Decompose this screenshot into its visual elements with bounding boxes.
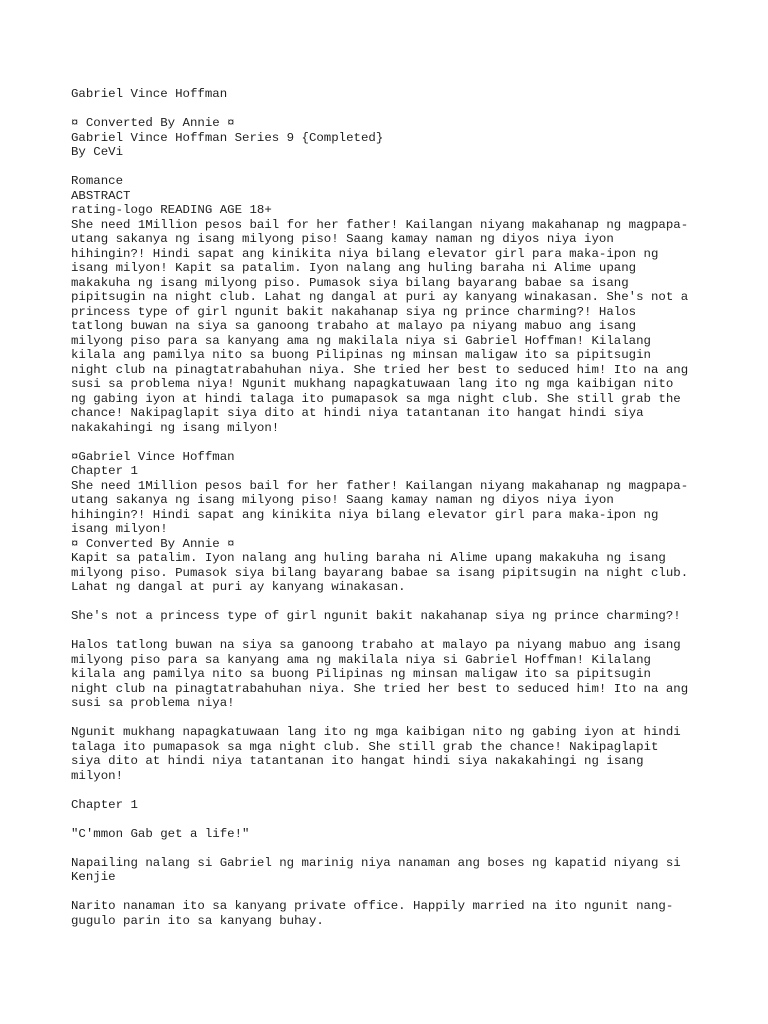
text-line: night club na pinagtatrabahuhan niya. She tried her best to seduced him! Ito na ang — [71, 362, 689, 377]
text-line: isang milyon! — [71, 522, 168, 536]
text-line: ¤ Converted By Annie ¤ — [71, 116, 235, 130]
text-line: milyong piso para sa kanyang ama ng makilala niya si Gabriel Hoffman! Kilalang — [71, 333, 651, 348]
text-line: Gabriel Vince Hoffman Series 9 {Completed} — [71, 130, 384, 145]
text-line: pipitsugin na night club. Lahat ng dangal at puri ay kanyang winakasan. She's not a — [71, 290, 689, 304]
text-line: milyong piso para sa kanyang ama ng makilala niya si Gabriel Hoffman! Kilalang — [71, 652, 651, 667]
text-line: susi sa problema niya! — [71, 696, 235, 710]
text-line: night club na pinagtatrabahuhan niya. She tried her best to seduced him! Ito na ang — [71, 681, 689, 696]
text-line: siya dito at hindi niya tatantanan ito hangat hindi siya nakakahingi ng isang — [71, 754, 644, 768]
text-line: Chapter 1 — [71, 464, 138, 478]
text-line: hihingin?! Hindi sapat ang kinikita niya bilang elevator girl para maka-ipon ng — [71, 507, 659, 522]
text-line: She's not a princess type of girl ngunit bakit nakahanap siya ng prince charming?! — [71, 609, 681, 623]
text-line: isang milyon! Kapit sa patalim. Iyon nalang ang huling baraha ni Alime upang — [71, 261, 637, 275]
text-line: kilala ang pamilya nito sa buong Pilipinas ng minsan maligaw ito sa pipitsugin — [71, 348, 651, 362]
text-line: Lahat ng dangal at puri ay kanyang winakasan. — [71, 580, 406, 594]
text-line: Halos tatlong buwan na siya sa ganoong trabaho at malayo pa niyang mabuo ang isang — [71, 638, 681, 652]
text-line: By CeVi — [71, 145, 124, 159]
text-line: talaga ito pumapasok sa mga night club. She still grab the chance! Nakipaglapit — [71, 739, 659, 754]
text-line: nakakahingi ng isang milyon! — [71, 420, 280, 435]
text-line: She need 1Million pesos bail for her father! Kailangan niyang makahanap ng magpapa- — [71, 478, 689, 493]
text-line: ¤ Converted By Annie ¤ — [71, 536, 235, 551]
text-line: utang sakanya ng isang milyong piso! Saang kamay naman ng diyos niya iyon — [71, 493, 614, 507]
text-line: ¤Gabriel Vince Hoffman — [71, 449, 235, 464]
text-line: Ngunit mukhang napagkatuwaan lang ito ng mga kaibigan nito ng gabing iyon at hindi — [71, 725, 681, 739]
text-line: Romance — [71, 174, 124, 188]
text-line: ABSTRACT — [71, 188, 131, 203]
text-line: chance! Nakipaglapit siya dito at hindi niya tatantanan ito hangat hindi siya — [71, 406, 644, 420]
text-line: susi sa problema niya! Ngunit mukhang napagkatuwaan lang ito ng mga kaibigan nito — [71, 377, 674, 391]
text-line: Kapit sa patalim. Iyon nalang ang huling baraha ni Alime upang makakuha ng isang — [71, 551, 666, 565]
text-line: gugulo parin ito sa kanyang buhay. — [71, 913, 324, 928]
text-line: rating-logo READING AGE 18+ — [71, 203, 272, 217]
text-line: utang sakanya ng isang milyong piso! Saang kamay naman ng diyos niya iyon — [71, 232, 614, 246]
text-line: milyon! — [71, 768, 124, 783]
text-line: Gabriel Vince Hoffman — [71, 87, 228, 101]
text-line: Napailing nalang si Gabriel ng marinig niya nanaman ang boses ng kapatid niyang si — [71, 855, 681, 870]
text-line: kilala ang pamilya nito sa buong Pilipinas ng minsan maligaw ito sa pipitsugin — [71, 667, 651, 681]
text-line: Narito nanaman ito sa kanyang private office. Happily married na ito ngunit nang- — [71, 899, 674, 913]
text-line: milyong piso. Pumasok siya bilang bayarang babae sa isang pipitsugin na night club. — [71, 565, 689, 580]
text-line: hihingin?! Hindi sapat ang kinikita niya bilang elevator girl para maka-ipon ng — [71, 246, 659, 261]
text-line: She need 1Million pesos bail for her father! Kailangan niyang makahanap ng magpapa- — [71, 217, 689, 232]
text-line: princess type of girl ngunit bakit nakahanap siya ng prince charming?! Halos — [71, 304, 637, 319]
text-line: Kenjie — [71, 870, 116, 884]
text-line: ng gabing iyon at hindi talaga ito pumapasok sa mga night club. She still grab the — [71, 391, 681, 406]
text-line: makakuha ng isang milyong piso. Pumasok siya bilang bayarang babae sa isang — [71, 275, 629, 290]
text-line: "C'mmon Gab get a life!" — [71, 826, 250, 841]
text-line: tatlong buwan na siya sa ganoong trabaho at malayo pa niyang mabuo ang isang — [71, 319, 637, 333]
text-line: Chapter 1 — [71, 797, 138, 812]
